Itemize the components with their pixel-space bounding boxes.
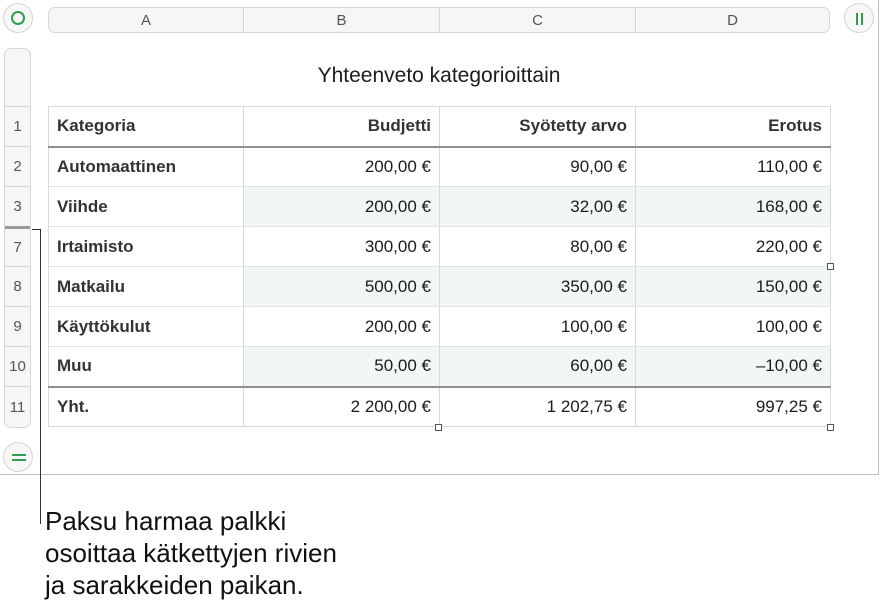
entered-value-cell[interactable]: 350,00 € xyxy=(440,267,636,307)
circle-icon xyxy=(11,11,25,25)
difference-cell[interactable]: –10,00 € xyxy=(636,347,831,387)
budget-cell[interactable]: 500,00 € xyxy=(244,267,440,307)
header-cell[interactable]: Erotus xyxy=(636,107,831,147)
equals-line-icon xyxy=(12,454,26,456)
select-table-button[interactable] xyxy=(3,3,33,33)
total-label-cell[interactable]: Yht. xyxy=(49,387,244,427)
entered-value-cell[interactable]: 60,00 € xyxy=(440,347,636,387)
difference-cell[interactable]: 150,00 € xyxy=(636,267,831,307)
pause-bar-icon xyxy=(856,13,858,25)
header-cell[interactable]: Budjetti xyxy=(244,107,440,147)
row-header-bar[interactable] xyxy=(4,48,31,428)
category-cell[interactable]: Viihde xyxy=(49,187,244,227)
row-header-2[interactable]: 2 xyxy=(5,146,30,186)
category-cell[interactable]: Muu xyxy=(49,347,244,387)
row-header-11[interactable]: 11 xyxy=(5,386,30,427)
budget-cell[interactable]: 200,00 € xyxy=(244,187,440,227)
column-header-bar[interactable] xyxy=(48,7,830,33)
category-cell[interactable]: Matkailu xyxy=(49,267,244,307)
row-header-7[interactable]: 7 xyxy=(5,226,30,266)
entered-value-cell[interactable]: 90,00 € xyxy=(440,147,636,187)
callout-line: ja sarakkeiden paikan. xyxy=(45,570,304,600)
callout-leader-line xyxy=(40,229,41,524)
callout-caption xyxy=(45,505,465,601)
pause-bar-icon xyxy=(861,13,863,25)
category-cell[interactable]: Irtaimisto xyxy=(49,227,244,267)
difference-cell[interactable]: 168,00 € xyxy=(636,187,831,227)
table-row xyxy=(49,227,831,267)
entered-value-cell[interactable]: 80,00 € xyxy=(440,227,636,267)
category-cell[interactable]: Käyttökulut xyxy=(49,307,244,347)
add-row-handle[interactable] xyxy=(3,442,33,472)
entered-value-cell[interactable]: 100,00 € xyxy=(440,307,636,347)
difference-cell[interactable]: 100,00 € xyxy=(636,307,831,347)
column-header-a[interactable]: A xyxy=(49,8,244,32)
total-difference-cell[interactable]: 997,25 € xyxy=(636,387,831,427)
difference-cell[interactable]: 110,00 € xyxy=(636,147,831,187)
row-header-3[interactable]: 3 xyxy=(5,186,30,226)
row-header-9[interactable]: 9 xyxy=(5,306,30,346)
table-header-row xyxy=(49,107,831,147)
callout-line: osoittaa kätkettyjen rivien xyxy=(45,538,337,568)
header-cell[interactable]: Syötetty arvo xyxy=(440,107,636,147)
column-resize-handle[interactable] xyxy=(844,3,874,33)
table-row xyxy=(49,267,831,307)
row-header-10[interactable]: 10 xyxy=(5,346,30,386)
table-row xyxy=(49,147,831,187)
table-row xyxy=(49,307,831,347)
header-cell[interactable]: Kategoria xyxy=(49,107,244,147)
column-header-c[interactable]: C xyxy=(440,8,636,32)
budget-cell[interactable]: 300,00 € xyxy=(244,227,440,267)
budget-cell[interactable]: 50,00 € xyxy=(244,347,440,387)
row-header-1[interactable]: 1 xyxy=(5,106,30,146)
summary-table xyxy=(48,106,831,427)
table-title[interactable]: Yhteenveto kategorioittain xyxy=(317,64,561,87)
total-entered-cell[interactable]: 1 202,75 € xyxy=(440,387,636,427)
table-row xyxy=(49,347,831,387)
resize-handle-bottom[interactable] xyxy=(435,424,442,431)
difference-cell[interactable]: 220,00 € xyxy=(636,227,831,267)
total-budget-cell[interactable]: 2 200,00 € xyxy=(244,387,440,427)
entered-value-cell[interactable]: 32,00 € xyxy=(440,187,636,227)
table-footer-row xyxy=(49,387,831,427)
resize-handle-right[interactable] xyxy=(827,263,834,270)
table-row xyxy=(49,187,831,227)
category-cell[interactable]: Automaattinen xyxy=(49,147,244,187)
budget-cell[interactable]: 200,00 € xyxy=(244,307,440,347)
budget-cell[interactable]: 200,00 € xyxy=(244,147,440,187)
row-header-8[interactable]: 8 xyxy=(5,266,30,306)
column-header-d[interactable]: D xyxy=(727,11,738,29)
resize-handle-corner[interactable] xyxy=(827,424,834,431)
callout-line: Paksu harmaa palkki xyxy=(45,506,287,536)
column-header-b[interactable]: B xyxy=(244,8,440,32)
equals-line-icon xyxy=(12,459,26,461)
